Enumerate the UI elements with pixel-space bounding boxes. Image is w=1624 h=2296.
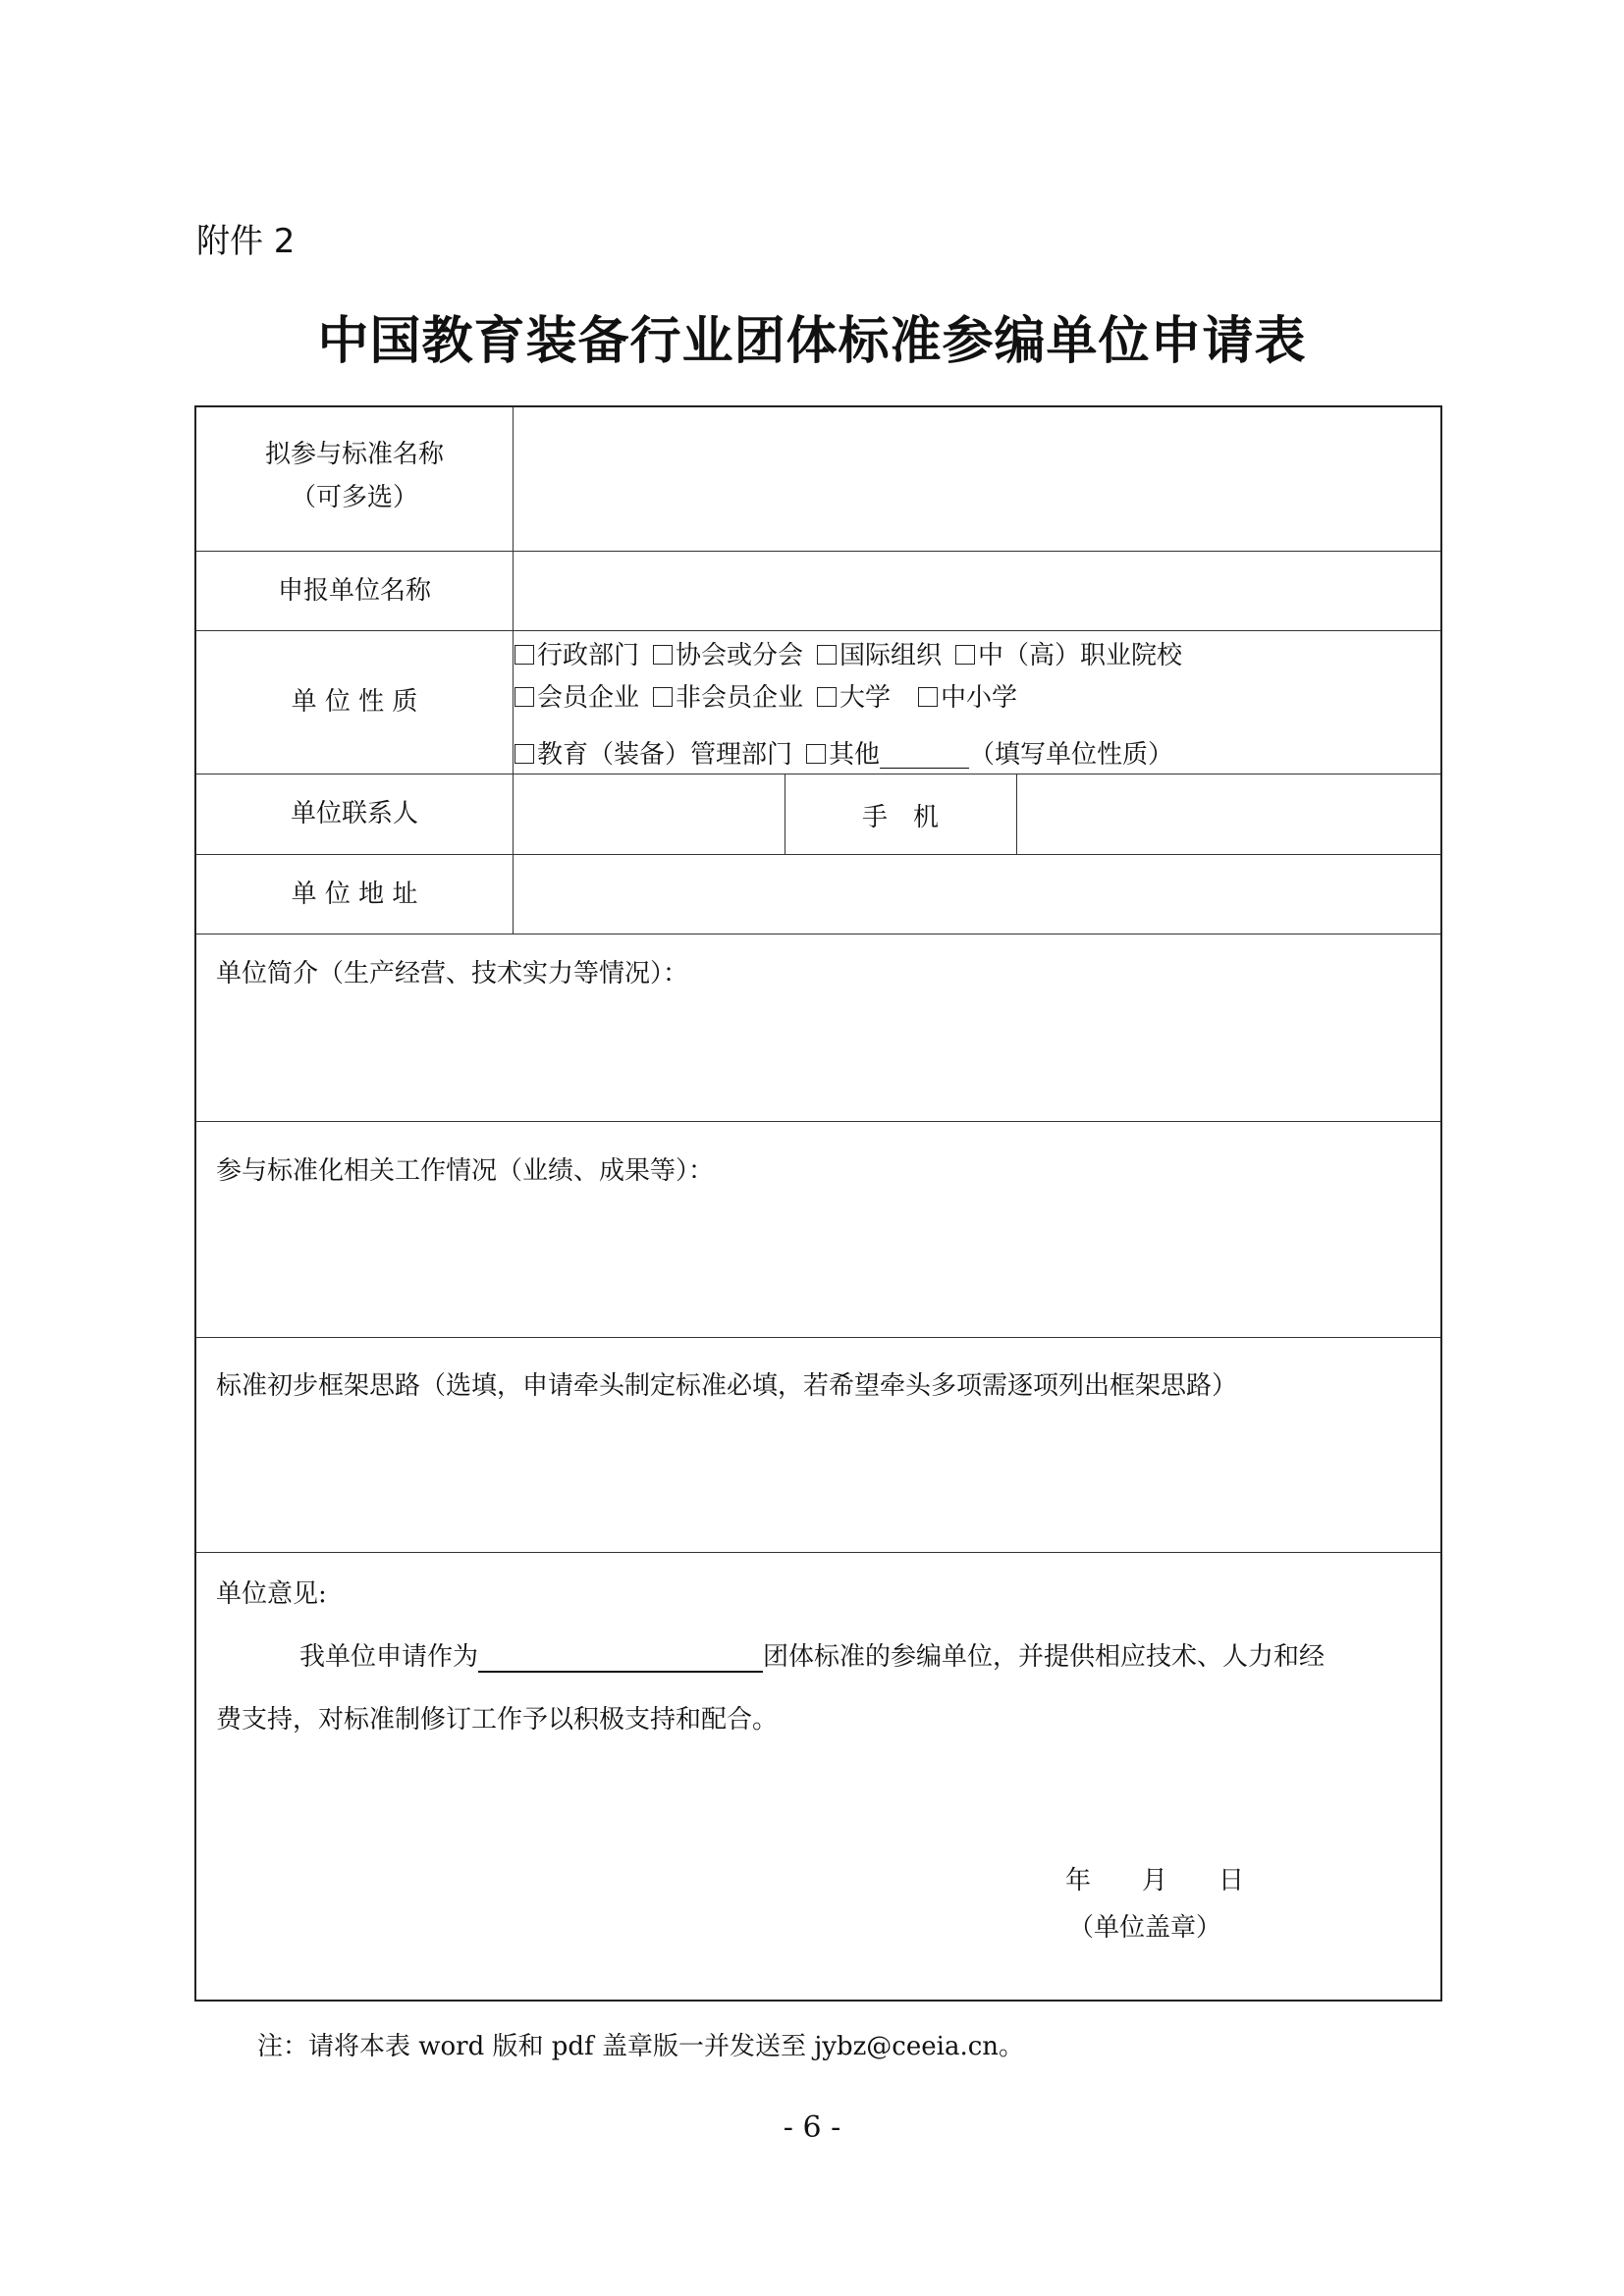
phone-field[interactable]: [1018, 775, 1442, 854]
application-form-table: [194, 405, 1442, 2002]
checkbox[interactable]: [514, 687, 534, 707]
applicant-field[interactable]: [514, 553, 1442, 630]
unit-type-row-1: [514, 635, 1196, 671]
applicant-label: 申报单位名称: [277, 576, 431, 606]
unit-type-label: 单 位 性 质: [291, 687, 418, 717]
checkbox[interactable]: [514, 744, 534, 764]
opinion-label: 单位意见:: [216, 1579, 327, 1609]
date-line: 年 月 日: [1065, 1866, 1245, 1896]
row-divider: [196, 1552, 1440, 1553]
page-title: 中国教育装备行业团体标准参编单位申请表: [317, 311, 1307, 371]
row-divider: [196, 1337, 1440, 1338]
phone-label: 手 机: [861, 803, 939, 832]
address-label: 单 位 地 址: [291, 880, 418, 909]
footnote: 注：请将本表 word 版和 pdf 盖章版一并发送至 jybz@ceeia.cn。: [257, 2032, 1025, 2061]
row-divider: [196, 551, 1440, 552]
standard-name-label: [196, 433, 513, 519]
column-divider: [1016, 774, 1017, 854]
standard-name-label-line2: （可多选）: [290, 483, 418, 512]
unit-type-option[interactable]: 行政部门: [514, 635, 639, 671]
unit-type-option[interactable]: 中（高）职业院校: [955, 635, 1182, 671]
attachment-label: 附件 2: [196, 222, 296, 261]
unit-type-option[interactable]: 会员企业: [514, 677, 639, 714]
contact-label: 单位联系人: [290, 799, 418, 828]
checkbox[interactable]: [514, 645, 534, 665]
work-label: 参与标准化相关工作情况（业绩、成果等）：: [216, 1156, 715, 1186]
unit-type-option[interactable]: 中小学: [918, 677, 1017, 714]
framework-label: 标准初步框架思路（选填，申请牵头制定标准必填，若希望牵头多项需逐项列出框架思路）: [216, 1371, 1238, 1401]
row-divider: [196, 1121, 1440, 1122]
unit-type-option[interactable]: 国际组织: [817, 635, 942, 671]
standard-name-blank[interactable]: [478, 1643, 763, 1673]
checkbox[interactable]: [817, 687, 837, 707]
opinion-statement-line1: 我单位申请作为 团体标准的参编单位，并提供相应技术、人力和经: [299, 1642, 1326, 1672]
page-number: - 6 -: [783, 2110, 841, 2145]
unit-type-option[interactable]: 非会员企业: [653, 677, 803, 714]
address-field[interactable]: [514, 856, 1442, 934]
contact-field[interactable]: [514, 775, 784, 854]
row-divider: [196, 854, 1440, 855]
standard-name-field[interactable]: [514, 407, 1442, 551]
unit-type-option[interactable]: 教育（装备）管理部门: [514, 734, 792, 771]
unit-type-row-2: [514, 677, 1031, 714]
unit-type-row-3: [514, 734, 1187, 771]
unit-type-option[interactable]: 协会或分会: [653, 635, 803, 671]
unit-type-option[interactable]: 大学: [817, 677, 891, 714]
checkbox[interactable]: [918, 687, 938, 707]
checkbox[interactable]: [806, 744, 826, 764]
intro-label: 单位简介（生产经营、技术实力等情况）：: [216, 959, 689, 988]
checkbox[interactable]: [653, 645, 673, 665]
column-divider: [513, 407, 514, 934]
checkbox[interactable]: [817, 645, 837, 665]
framework-field[interactable]: [196, 1409, 1442, 1552]
work-field[interactable]: [196, 1193, 1442, 1337]
intro-field[interactable]: [196, 996, 1442, 1121]
seal-line: （单位盖章）: [1068, 1913, 1222, 1943]
opinion-statement-line2: 费支持，对标准制修订工作予以积极支持和配合。: [216, 1705, 779, 1735]
unit-type-option[interactable]: 其他_______（填写单位性质）: [806, 734, 1173, 771]
row-divider: [196, 630, 1440, 631]
standard-name-label-line1: 拟参与标准名称: [264, 440, 444, 469]
checkbox[interactable]: [955, 645, 975, 665]
checkbox[interactable]: [653, 687, 673, 707]
